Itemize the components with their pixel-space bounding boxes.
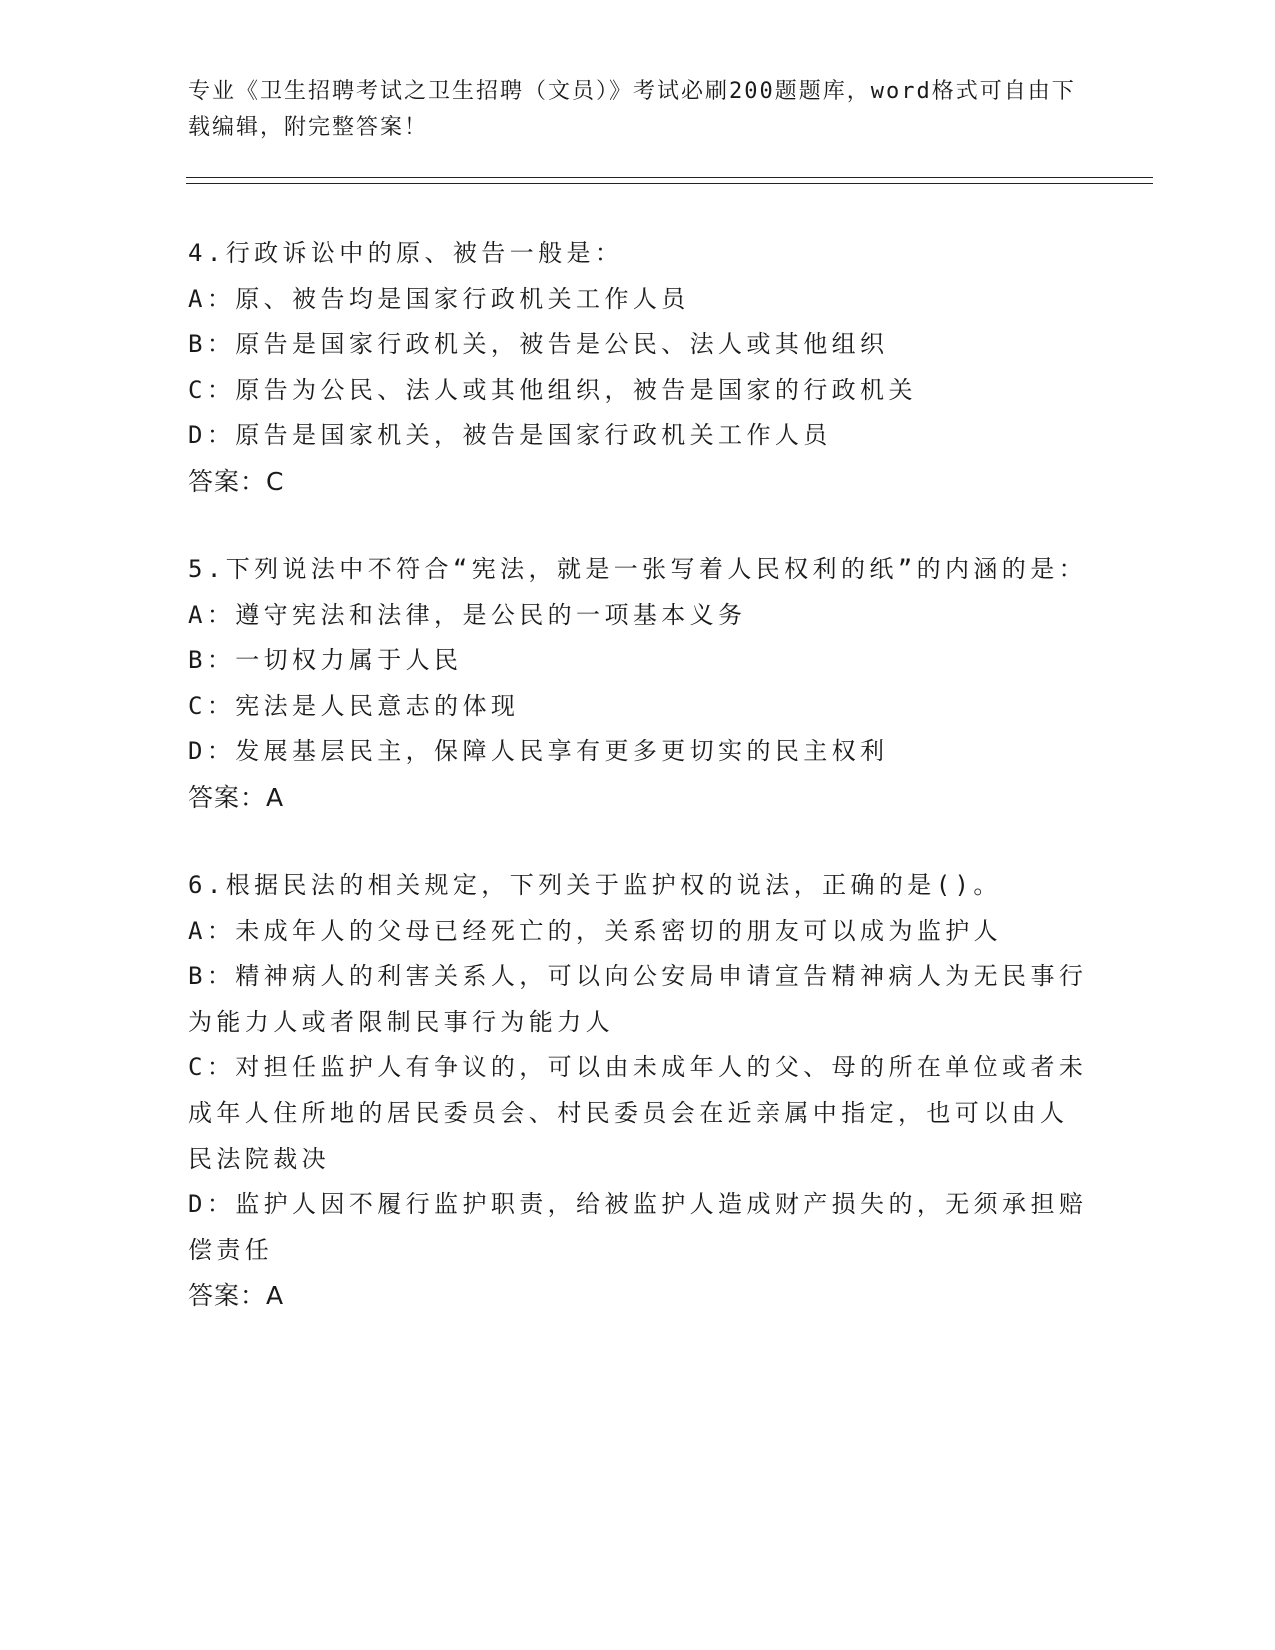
option-a: A：原、被告均是国家行政机关工作人员 (188, 284, 690, 313)
question-stem: 6.根据民法的相关规定，下列关于监护权的说法，正确的是()。 (188, 870, 1002, 899)
option-c: C：宪法是人民意志的体现 (188, 691, 520, 720)
option-d: D：原告是国家机关，被告是国家行政机关工作人员 (188, 421, 832, 450)
header-rule-bottom (186, 183, 1153, 184)
option-d: D：发展基层民主，保障人民享有更多更切实的民主权利 (188, 737, 889, 766)
document-header: 专业《卫生招聘考试之卫生招聘（文员）》考试必刷200题题库，word格式可自由下载编辑，附完整答案！ (188, 79, 1076, 140)
option-d: D：监护人因不履行监护职责，给被监护人造成财产损失的，无须承担赔偿责任 (188, 1190, 1088, 1264)
question-6 (188, 863, 1088, 1319)
option-b: B：精神病人的利害关系人，可以向公安局申请宣告精神病人为无民事行为能力人或者限制民事行为能力人 (188, 962, 1088, 1036)
question-stem: 5.下列说法中不符合“宪法，就是一张写着人民权利的纸”的内涵的是： (188, 554, 1087, 583)
option-c: C：原告为公民、法人或其他组织，被告是国家的行政机关 (188, 375, 917, 404)
answer: 答案：C (188, 466, 285, 496)
option-a: A：遵守宪法和法律，是公民的一项基本义务 (188, 600, 747, 629)
question-list (188, 231, 1088, 1361)
header-rule-top (186, 177, 1153, 178)
option-a: A：未成年人的父母已经死亡的，关系密切的朋友可以成为监护人 (188, 916, 1003, 945)
question-5 (188, 547, 1088, 821)
question-4 (188, 231, 1088, 505)
answer: 答案：A (188, 782, 285, 812)
question-stem: 4.行政诉讼中的原、被告一般是： (188, 239, 624, 267)
option-b: B：原告是国家行政机关，被告是公民、法人或其他组织 (188, 330, 889, 359)
option-c: C：对担任监护人有争议的，可以由未成年人的父、母的所在单位或者未成年人住所地的居民委员会、村民委员会在近亲属中指定，也可以由人民法院裁决 (188, 1053, 1088, 1173)
option-b: B：一切权力属于人民 (188, 646, 463, 675)
answer: 答案：A (188, 1281, 285, 1311)
